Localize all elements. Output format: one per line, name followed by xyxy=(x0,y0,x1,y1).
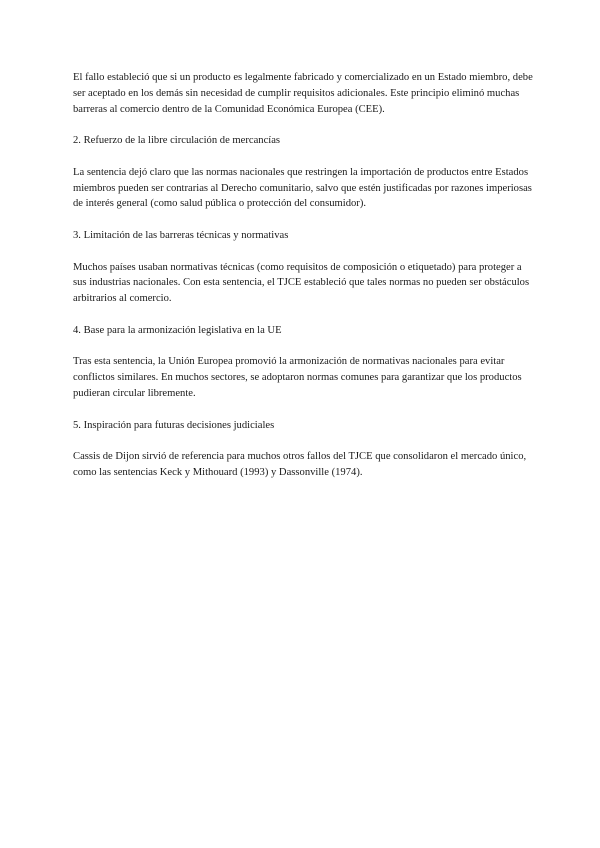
paragraph-free-movement: La sentencia dejó claro que las normas nacionales que restringen la importación de productos entre Estados miembros pueden ser contrarias al Derecho comunitario, salvo que estén justificadas por razones imperiosas de interés general (como salud pública o protección del consumidor). xyxy=(73,166,532,210)
paragraph-principle: El fallo estableció que si un producto es legalmente fabricado y comercializado en un Estado miembro, debe ser aceptado en los demás sin necesidad de cumplir requisitos adicionales. Este principio eliminó muchas barreras al comercio dentro de la Comunidad Económica Europea (CEE). xyxy=(73,72,533,115)
paragraph-harmonization: Tras esta sentencia, la Unión Europea promovió la armonización de normativas nacionales para evitar conflictos similares. En muchos sectores, se adoptaron normas comunes para garantizar que los productos pudieran circular libremente. xyxy=(73,356,522,399)
document-body xyxy=(73,70,533,497)
paragraph-future-decisions: Cassis de Dijon sirvió de referencia para muchos otros fallos del TJCE que consolidaron el mercado único, como las sentencias Keck y Mithouard (1993) y Dassonville (1974). xyxy=(73,451,527,478)
heading-future-decisions: 5. Inspiración para futuras decisiones judiciales xyxy=(73,419,275,431)
heading-free-movement: 2. Refuerzo de la libre circulación de mercancías xyxy=(73,135,281,147)
heading-harmonization: 4. Base para la armonización legislativa en la UE xyxy=(73,324,282,336)
paragraph-technical-barriers: Muchos países usaban normativas técnicas (como requisitos de composición o etiquetado) para proteger a sus industrias nacionales. Con esta sentencia, el TJCE estableció que tales normas no pueden ser obstáculos arbitrarios al comercio. xyxy=(73,261,530,305)
heading-technical-barriers: 3. Limitación de las barreras técnicas y normativas xyxy=(73,229,289,241)
